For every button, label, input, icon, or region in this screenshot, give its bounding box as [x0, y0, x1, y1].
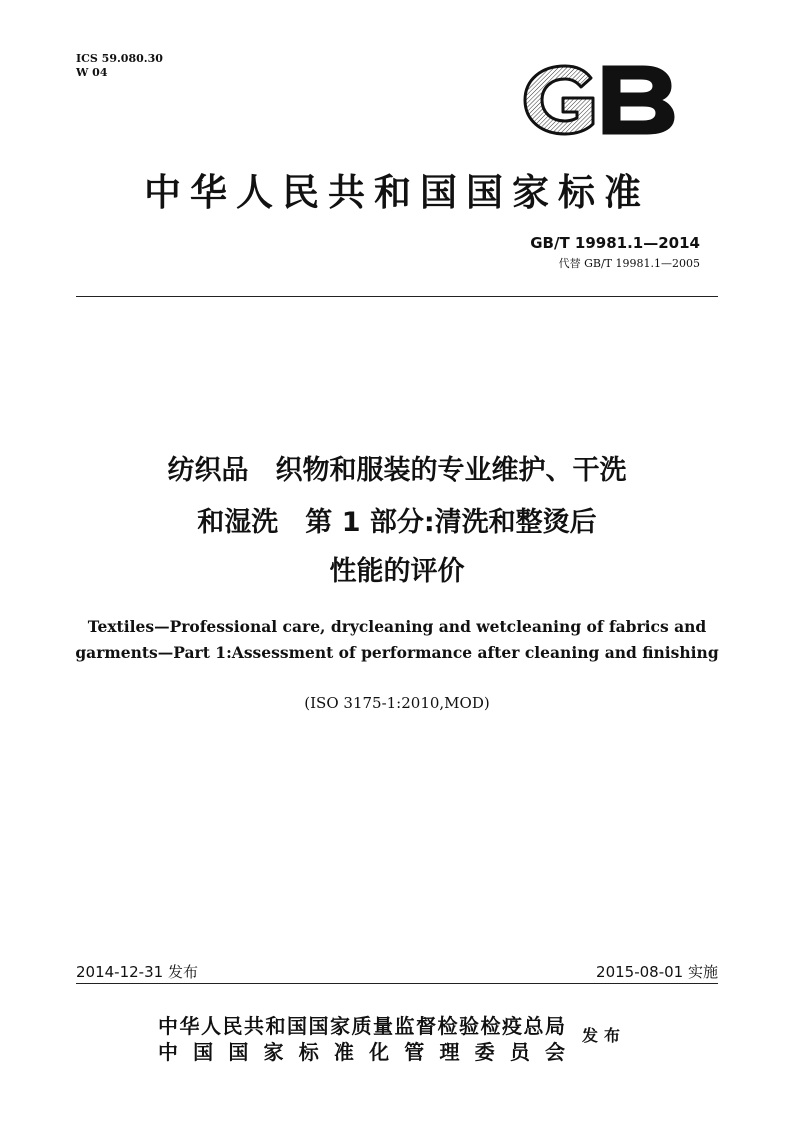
- implementation-date: 2015-08-01 实施: [596, 963, 718, 981]
- header-divider: [76, 296, 718, 297]
- english-title-line-2: garments—Part 1:Assessment of performance after cleaning and finishing: [75, 643, 719, 662]
- issue-date: 2014-12-31 发布: [76, 963, 198, 981]
- chinese-title-line-3: 性能的评价: [329, 556, 465, 587]
- footer-divider: [76, 983, 718, 984]
- chinese-title-line-2: 和湿洗 第 1 部分:清洗和整烫后: [197, 507, 597, 538]
- ics-block: [76, 52, 163, 80]
- ics-code: ICS 59.080.30: [76, 52, 163, 65]
- replaced-standard: 代替 GB/T 19981.1—2005: [558, 257, 700, 270]
- chinese-title-line-1: 纺织品 织物和服装的专业维护、干洗: [167, 455, 627, 486]
- standard-number: GB/T 19981.1—2014: [530, 234, 700, 252]
- english-title-line-1: Textiles—Professional care, drycleaning and wetcleaning of fabrics and: [87, 617, 707, 636]
- adoption-reference: (ISO 3175-1:2010,MOD): [304, 694, 490, 712]
- standard-category-title: 中华人民共和国国家标准: [144, 170, 650, 214]
- publish-label: 发布: [582, 1026, 627, 1045]
- issuer-aqsiq: 中华人民共和国国家质量监督检验检疫总局: [158, 1014, 565, 1038]
- ccs-code: W 04: [76, 66, 108, 79]
- issuer-sac: 中国国家标准化管理委员会: [158, 1040, 565, 1064]
- gb-logo: [519, 60, 679, 140]
